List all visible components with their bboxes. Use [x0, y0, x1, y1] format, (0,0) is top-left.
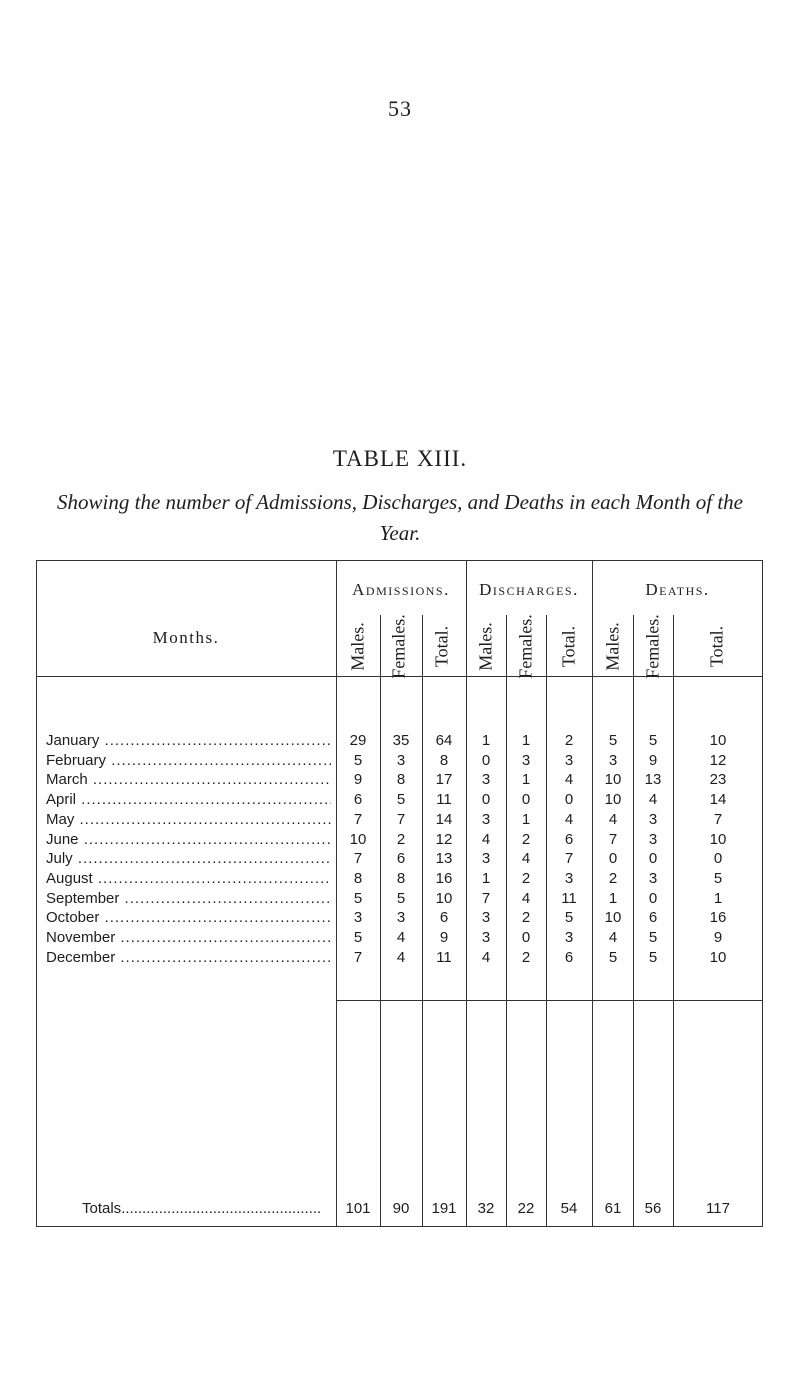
table-cell: 13 — [644, 771, 662, 789]
admissions-header: Admissions. — [352, 580, 450, 599]
table-cell: 10 — [604, 771, 622, 789]
table-cell: 12 — [709, 751, 727, 769]
table-cell: 4 — [396, 929, 406, 946]
table-cell: 3 — [648, 869, 658, 887]
table-cell: 7 — [564, 850, 574, 868]
table-cell: 0 — [521, 929, 531, 946]
table-cell: 9 — [713, 929, 723, 946]
totals-label: Totals ..... — [82, 1200, 332, 1217]
table-cell: 2 — [608, 869, 618, 887]
table-row — [36, 771, 763, 790]
table-cell: 4 — [608, 810, 618, 828]
table-cell: 16 — [709, 909, 727, 927]
table-cell: 1 — [521, 810, 531, 828]
table-cell: 1 — [521, 771, 531, 789]
totals-value: 61 — [604, 1200, 622, 1217]
table-cell: 4 — [481, 830, 491, 848]
table-cell: 8 — [439, 751, 449, 769]
table-cell: 3 — [481, 771, 491, 789]
table-cell: 3 — [481, 850, 491, 868]
table-cell: 0 — [648, 850, 658, 868]
table-cell: 0 — [481, 751, 491, 769]
table-cell: 8 — [396, 771, 406, 789]
table-cell: 64 — [435, 732, 453, 749]
table-cell: 0 — [648, 889, 658, 907]
deaths-header: Deaths. — [645, 580, 710, 599]
table-cell: 4 — [481, 948, 491, 966]
table-caption: Showing the number of Admissions, Discharges, and Deaths in each Month of the Year. — [57, 490, 743, 545]
table-cell: 4 — [564, 771, 574, 789]
table-cell: 10 — [435, 889, 453, 907]
table-cell: 5 — [353, 889, 363, 907]
deaths-males-header: Males. — [602, 622, 623, 671]
month-label: December ..... — [46, 949, 331, 966]
table-cell: 7 — [353, 948, 363, 966]
table-cell: 2 — [521, 869, 531, 887]
table-cell: 4 — [608, 929, 618, 946]
table-cell: 11 — [436, 791, 452, 809]
table-cell: 3 — [396, 751, 406, 769]
totals-value: 101 — [345, 1200, 371, 1217]
table-cell: 7 — [481, 889, 491, 907]
table-cell: 0 — [481, 791, 491, 809]
totals-value: 32 — [477, 1200, 495, 1217]
table-cell: 1 — [608, 889, 618, 907]
table-cell: 10 — [604, 791, 622, 809]
table-cell: 6 — [648, 909, 658, 927]
table-cell: 5 — [353, 929, 363, 946]
table-cell: 2 — [396, 830, 406, 848]
table-cell: 7 — [353, 850, 363, 868]
totals-value: 22 — [517, 1200, 535, 1217]
table-cell: 5 — [396, 889, 406, 907]
table-cell: 0 — [521, 791, 531, 809]
deaths-total-header: Total. — [706, 625, 727, 668]
table-cell: 3 — [353, 909, 363, 927]
discharges-females-header: Females. — [515, 614, 536, 679]
table-cell: 13 — [435, 850, 453, 868]
table-cell: 14 — [435, 810, 453, 828]
month-label: March ..... — [46, 771, 331, 788]
table-cell: 3 — [564, 929, 574, 946]
table-cell: 10 — [709, 948, 727, 966]
table-cell: 1 — [713, 889, 723, 907]
month-label: October ..... — [46, 909, 331, 926]
discharges-header: Discharges. — [479, 580, 579, 599]
table-cell: 5 — [396, 791, 406, 809]
table-cell: 5 — [608, 948, 618, 966]
totals-value: 191 — [431, 1200, 457, 1217]
table-cell: 3 — [481, 810, 491, 828]
table-cell: 11 — [561, 889, 577, 907]
table-row — [36, 831, 763, 850]
table-title: TABLE XIII. — [332, 446, 468, 471]
table-cell: 3 — [648, 830, 658, 848]
table-cell: 23 — [709, 771, 727, 789]
table-cell: 2 — [564, 732, 574, 749]
admissions-males-header: Males. — [347, 622, 368, 671]
month-label: July ..... — [46, 850, 331, 867]
table-cell: 10 — [709, 830, 727, 848]
table-cell: 1 — [481, 732, 491, 749]
table-cell: 11 — [436, 948, 452, 966]
table-cell: 5 — [648, 948, 658, 966]
table-cell: 0 — [564, 791, 574, 809]
totals-row — [36, 1200, 763, 1219]
month-label: January ..... — [46, 732, 331, 749]
table-cell: 6 — [564, 830, 574, 848]
admissions-total-header: Total. — [431, 625, 452, 668]
table-cell: 5 — [648, 929, 658, 946]
table-cell: 6 — [396, 850, 406, 868]
table-row — [36, 791, 763, 810]
table-cell: 35 — [392, 732, 410, 749]
table-cell: 0 — [713, 850, 723, 868]
totals-value: 54 — [560, 1200, 578, 1217]
table-cell: 0 — [608, 850, 618, 868]
table-cell: 17 — [435, 771, 453, 789]
table-cell: 29 — [349, 732, 367, 749]
table-cell: 7 — [608, 830, 618, 848]
page-number: 53 — [388, 96, 412, 121]
table-cell: 4 — [521, 889, 531, 907]
table-cell: 3 — [564, 751, 574, 769]
table-cell: 4 — [396, 948, 406, 966]
table-cell: 1 — [521, 732, 531, 749]
month-label: February ..... — [46, 752, 331, 769]
month-label: August ..... — [46, 870, 331, 887]
admissions-females-header: Females. — [388, 614, 409, 679]
table-cell: 6 — [439, 909, 449, 927]
table-cell: 5 — [353, 751, 363, 769]
table-cell: 7 — [396, 810, 406, 828]
table-cell: 10 — [604, 909, 622, 927]
table-cell: 2 — [521, 830, 531, 848]
totals-value: 117 — [706, 1200, 730, 1217]
table-row — [36, 929, 763, 948]
table-cell: 2 — [521, 909, 531, 927]
table-row — [36, 850, 763, 869]
table-row — [36, 909, 763, 928]
table-cell: 2 — [521, 948, 531, 966]
admissions-table — [36, 560, 763, 1228]
table-cell: 16 — [435, 869, 453, 887]
totals-value: 90 — [392, 1200, 410, 1217]
table-cell: 7 — [353, 810, 363, 828]
table-cell: 7 — [713, 810, 723, 828]
table-row — [36, 890, 763, 909]
totals-value: 56 — [644, 1200, 662, 1217]
table-cell: 5 — [608, 732, 618, 749]
month-label: May ..... — [46, 811, 331, 828]
discharges-males-header: Males. — [475, 622, 496, 671]
table-cell: 8 — [396, 869, 406, 887]
table-row — [36, 811, 763, 830]
table-row — [36, 752, 763, 771]
table-cell: 9 — [439, 929, 449, 946]
table-cell: 6 — [353, 791, 363, 809]
discharges-total-header: Total. — [558, 625, 579, 668]
table-cell: 4 — [521, 850, 531, 868]
table-cell: 3 — [648, 810, 658, 828]
table-row — [36, 870, 763, 889]
table-cell: 5 — [564, 909, 574, 927]
table-cell: 8 — [353, 869, 363, 887]
months-header: Months. — [152, 628, 220, 647]
table-cell: 3 — [564, 869, 574, 887]
month-label: April ..... — [46, 791, 331, 808]
table-cell: 4 — [648, 791, 658, 809]
table-cell: 3 — [481, 909, 491, 927]
table-row — [36, 732, 763, 751]
table-cell: 5 — [648, 732, 658, 749]
table-cell: 10 — [709, 732, 727, 749]
table-row — [36, 949, 763, 968]
table-cell: 5 — [713, 869, 723, 887]
table-cell: 9 — [648, 751, 658, 769]
table-cell: 12 — [435, 830, 453, 848]
deaths-females-header: Females. — [642, 614, 663, 679]
table-cell: 3 — [608, 751, 618, 769]
month-label: November ..... — [46, 929, 331, 946]
month-label: September ..... — [46, 890, 331, 907]
table-cell: 9 — [353, 771, 363, 789]
table-cell: 1 — [481, 869, 491, 887]
table-cell: 14 — [709, 791, 727, 809]
table-cell: 3 — [481, 929, 491, 946]
table-cell: 6 — [564, 948, 574, 966]
table-cell: 10 — [349, 830, 367, 848]
table-cell: 4 — [564, 810, 574, 828]
month-label: June ..... — [46, 831, 331, 848]
table-cell: 3 — [521, 751, 531, 769]
table-cell: 3 — [396, 909, 406, 927]
